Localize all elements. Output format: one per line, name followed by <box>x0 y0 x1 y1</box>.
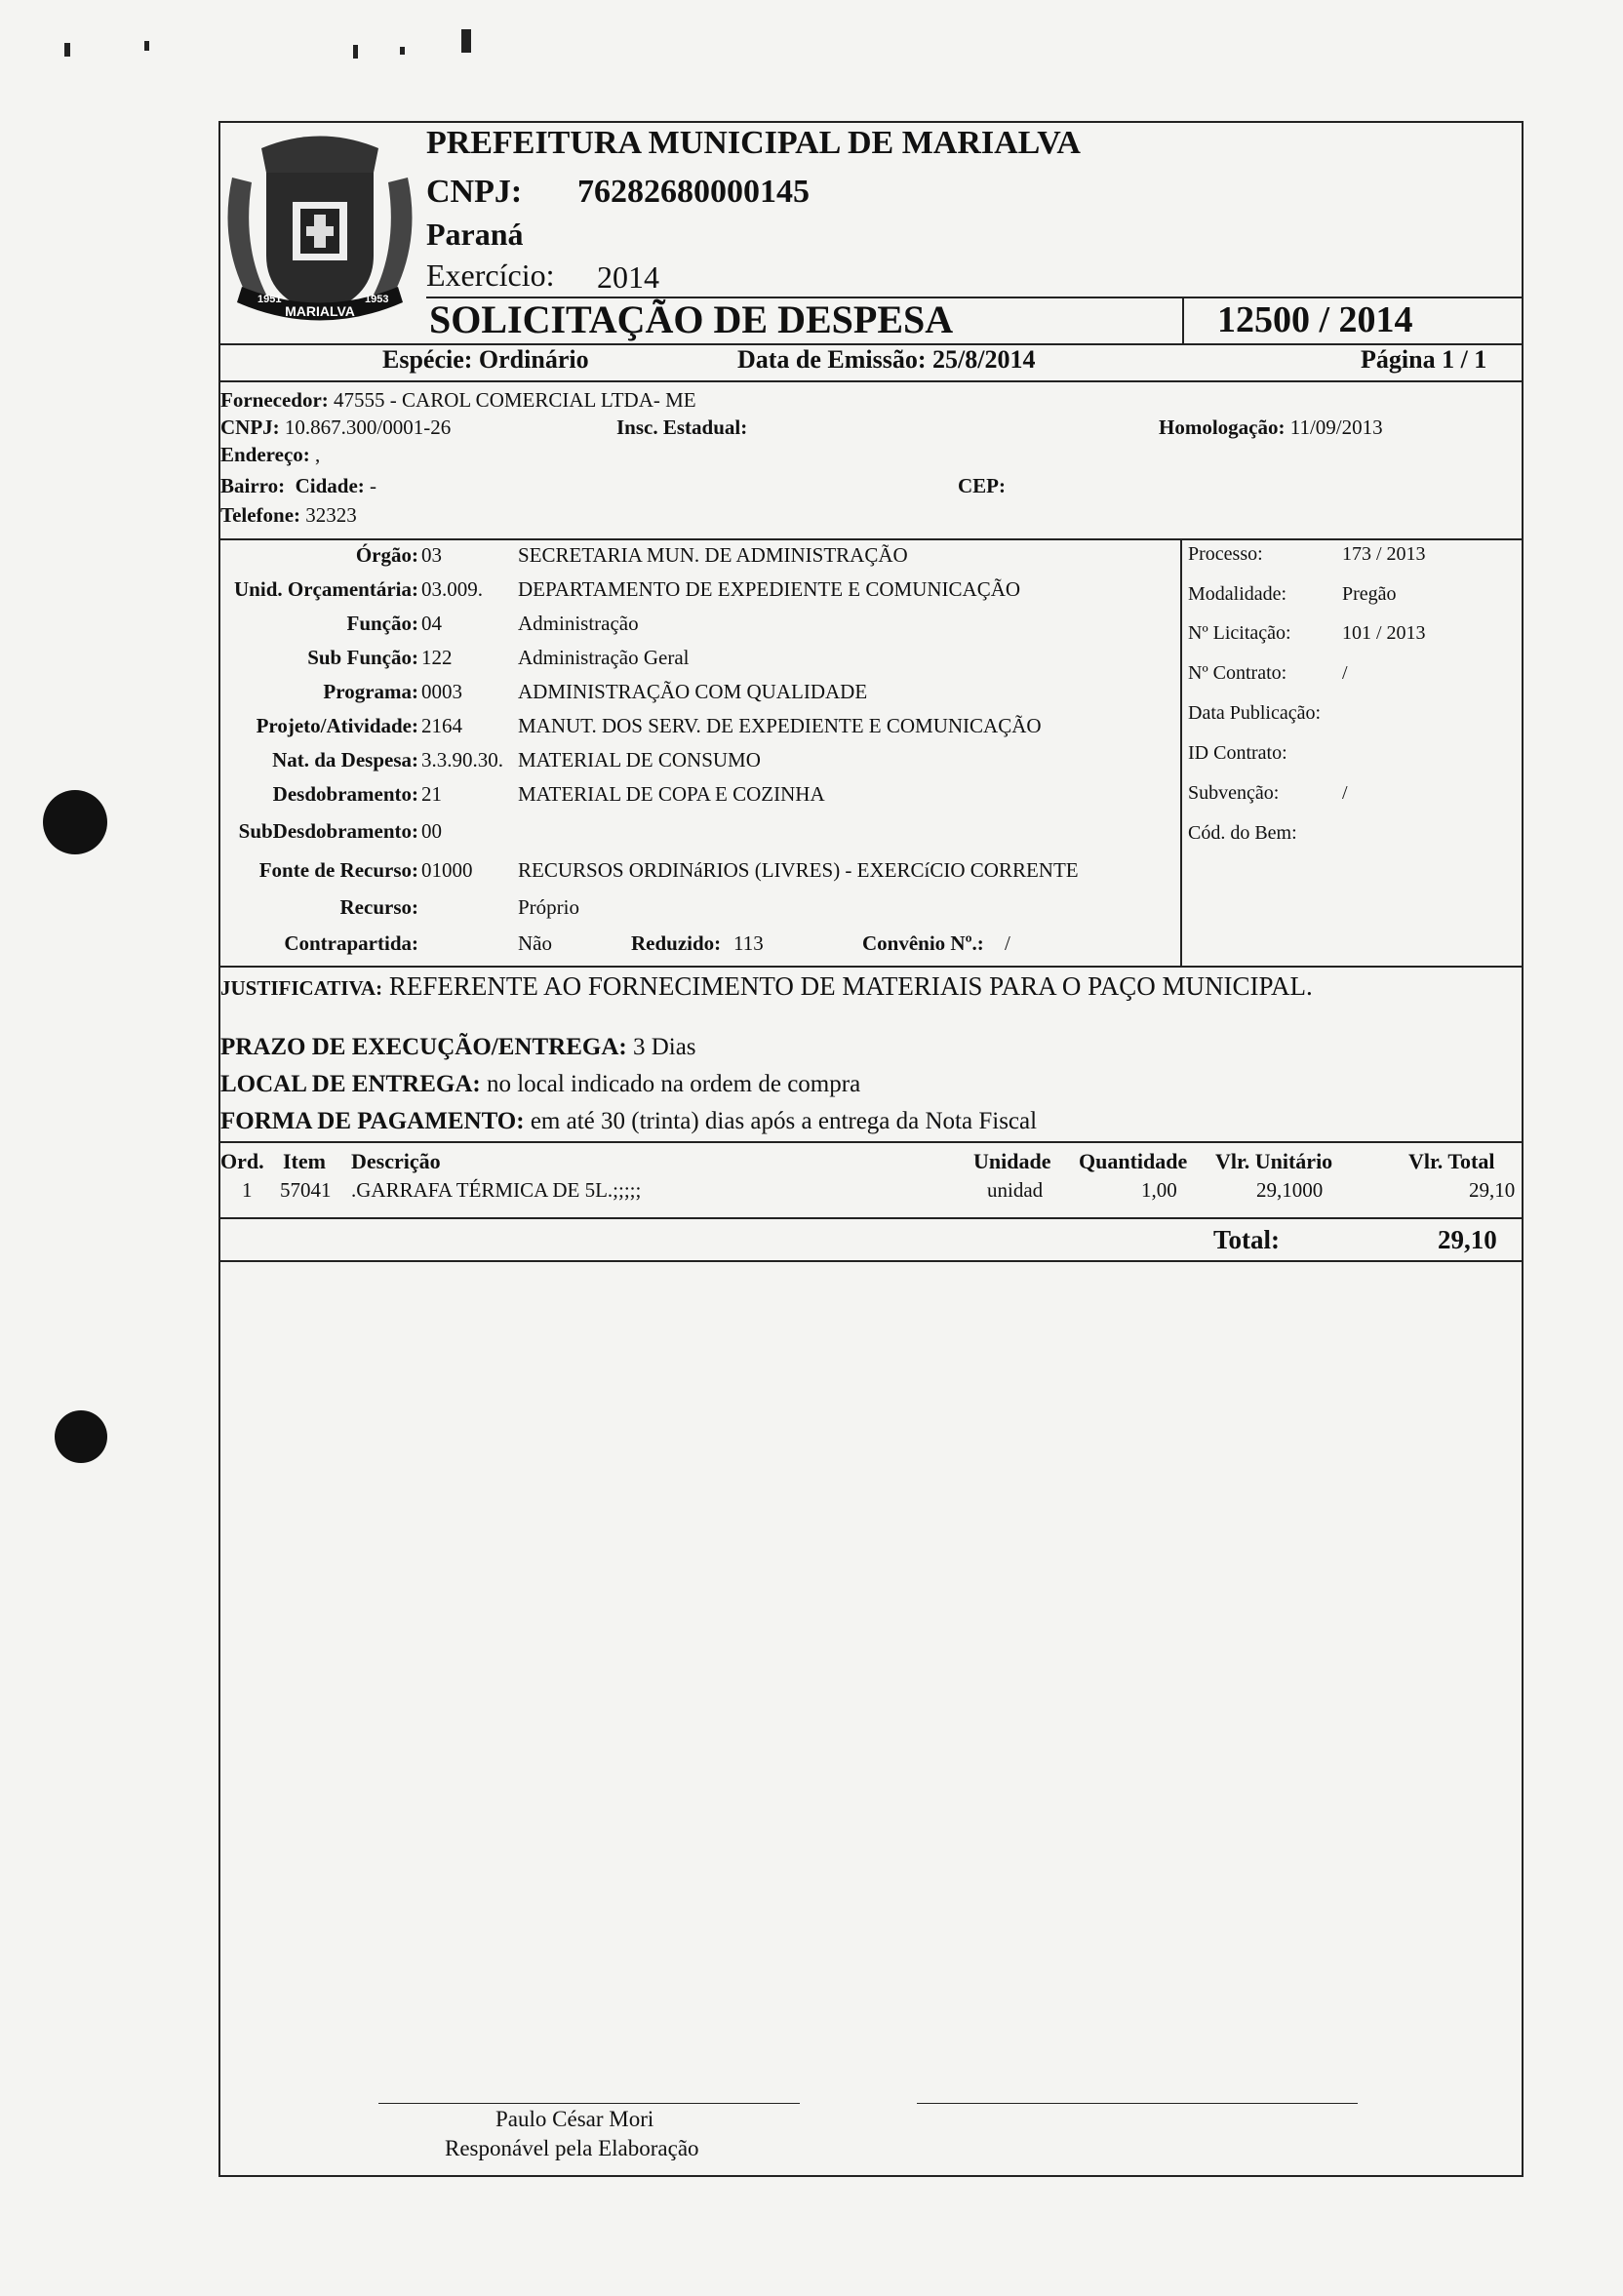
contract-label: Data Publicação: <box>1188 702 1322 724</box>
phone-label: Telefone: <box>220 503 301 527</box>
reduzido-value: 113 <box>733 931 764 955</box>
document-title: SOLICITAÇÃO DE DESPESA <box>429 297 954 341</box>
budget-label: Unid. Orçamentária: <box>234 577 418 601</box>
address-value: , <box>315 443 321 466</box>
contract-value: / <box>1342 662 1348 684</box>
delivery-location-value: no local indicado na ordem de compra <box>486 1071 861 1097</box>
budget-code: 122 <box>421 646 453 669</box>
exercise-label: Exercício: <box>426 257 555 293</box>
budget-label: Sub Função: <box>307 646 418 669</box>
municipality-name: PREFEITURA MUNICIPAL DE MARIALVA <box>426 125 1081 161</box>
budget-description: MATERIAL DE COPA E COZINHA <box>518 782 825 806</box>
payment-label: FORMA DE PAGAMENTO: <box>220 1108 525 1134</box>
signature-line <box>378 2103 800 2104</box>
budget-description: DEPARTAMENTO DE EXPEDIENTE E COMUNICAÇÃO <box>518 577 1021 601</box>
budget-description: ADMINISTRAÇÃO COM QUALIDADE <box>518 680 868 703</box>
budget-code: 01000 <box>421 858 473 882</box>
state-name: Paraná <box>426 217 524 252</box>
seal-text: MARIALVA <box>285 303 355 319</box>
issue-date: Data de Emissão: 25/8/2014 <box>737 345 1036 374</box>
col-ord: Ord. <box>220 1149 264 1173</box>
budget-description: MANUT. DOS SERV. DE EXPEDIENTE E COMUNICAÇÃO <box>518 714 1042 737</box>
contract-label: Nº Contrato: <box>1188 662 1287 684</box>
contract-label: Processo: <box>1188 543 1263 565</box>
budget-code: 3.3.90.30. <box>421 748 503 772</box>
budget-code: 03.009. <box>421 577 483 601</box>
row-total: 29,10 <box>1469 1178 1516 1202</box>
budget-description: Administração <box>518 612 639 635</box>
budget-code: 2164 <box>421 714 462 737</box>
deadline-label: PRAZO DE EXECUÇÃO/ENTREGA: <box>220 1034 627 1060</box>
budget-code: 0003 <box>421 680 462 703</box>
bairro-label: Bairro: <box>220 474 286 497</box>
document-number: 12500 / 2014 <box>1217 299 1413 340</box>
budget-label: Órgão: <box>355 543 418 567</box>
supplier-cnpj-value: 10.867.300/0001-26 <box>284 416 452 439</box>
reduzido-label: Reduzido: <box>631 931 722 955</box>
svg-text:1951: 1951 <box>257 294 282 305</box>
supplier-label: Fornecedor: <box>220 388 329 412</box>
signature-line <box>917 2103 1358 2104</box>
header-cnpj-label: CNPJ: <box>426 174 523 210</box>
insc-estadual-label: Insc. Estadual: <box>616 416 748 439</box>
header-cnpj-value: 76282680000145 <box>577 174 810 210</box>
contract-value: 173 / 2013 <box>1342 543 1426 565</box>
budget-code: 04 <box>421 612 442 635</box>
budget-description: Administração Geral <box>518 646 690 669</box>
budget-code: 03 <box>421 543 442 567</box>
budget-label: Desdobramento: <box>272 782 418 806</box>
budget-label: Contrapartida: <box>284 931 418 955</box>
species: Espécie: Ordinário <box>382 345 589 374</box>
signer-role: Responável pela Elaboração <box>445 2136 699 2160</box>
total-value: 29,10 <box>1438 1225 1497 1254</box>
contract-label: ID Contrato: <box>1188 742 1287 764</box>
row-unit: unidad <box>987 1178 1044 1202</box>
budget-label: SubDesdobramento: <box>238 819 418 843</box>
budget-code: 00 <box>421 819 442 843</box>
col-unit: Unidade <box>973 1149 1051 1173</box>
contract-value: Pregão <box>1342 583 1397 605</box>
address-label: Endereço: <box>220 443 310 466</box>
col-unit-price: Vlr. Unitário <box>1215 1149 1333 1173</box>
page-indicator: Página 1 / 1 <box>1361 345 1487 374</box>
supplier-value: 47555 - CAROL COMERCIAL LTDA- ME <box>334 388 696 412</box>
contract-label: Nº Licitação: <box>1188 622 1291 644</box>
col-quantity: Quantidade <box>1079 1149 1188 1173</box>
budget-label: Programa: <box>323 680 418 703</box>
col-description: Descrição <box>351 1149 441 1173</box>
budget-description: Próprio <box>518 895 579 919</box>
cidade-value: - <box>370 474 377 497</box>
cep-label: CEP: <box>958 474 1006 497</box>
row-item: 57041 <box>280 1178 332 1202</box>
budget-label: Função: <box>346 612 418 635</box>
budget-description: RECURSOS ORDINáRIOS (LIVRES) - EXERCíCIO CORRENTE <box>518 858 1079 882</box>
justification-value: REFERENTE AO FORNECIMENTO DE MATERIAIS PARA O PAÇO MUNICIPAL. <box>388 971 1313 1001</box>
budget-label: Fonte de Recurso: <box>258 858 418 882</box>
budget-code: 21 <box>421 782 442 806</box>
signer-name: Paulo César Mori <box>495 2107 654 2131</box>
convenio-value: / <box>1005 931 1010 955</box>
budget-description: SECRETARIA MUN. DE ADMINISTRAÇÃO <box>518 543 908 567</box>
contract-label: Cód. do Bem: <box>1188 822 1297 844</box>
contract-label: Subvenção: <box>1188 782 1280 804</box>
municipal-seal <box>222 129 417 334</box>
contract-label: Modalidade: <box>1188 583 1287 605</box>
row-quantity: 1,00 <box>1141 1178 1177 1202</box>
punch-hole <box>43 790 107 854</box>
contract-value: / <box>1342 782 1348 804</box>
budget-label: Recurso: <box>339 895 418 919</box>
row-description: .GARRAFA TÉRMICA DE 5L.;;;;; <box>351 1178 642 1202</box>
phone-value: 32323 <box>305 503 357 527</box>
budget-description: MATERIAL DE CONSUMO <box>518 748 761 772</box>
delivery-location-label: LOCAL DE ENTREGA: <box>220 1071 481 1097</box>
convenio-label: Convênio Nº.: <box>862 931 984 955</box>
row-unit-price: 29,1000 <box>1256 1178 1324 1202</box>
supplier-cnpj-label: CNPJ: <box>220 416 280 439</box>
cidade-label: Cidade: <box>295 474 365 497</box>
exercise-value: 2014 <box>597 259 659 295</box>
justification-label: JUSTIFICATIVA: <box>220 976 383 1000</box>
payment-value: em até 30 (trinta) dias após a entrega da Nota Fiscal <box>530 1108 1038 1134</box>
total-label: Total: <box>1213 1225 1281 1254</box>
row-ord: 1 <box>242 1178 253 1202</box>
deadline-value: 3 Dias <box>632 1034 696 1060</box>
homologation-value: 11/09/2013 <box>1289 416 1383 439</box>
budget-label: Projeto/Atividade: <box>256 714 418 737</box>
col-total: Vlr. Total <box>1408 1149 1495 1173</box>
homologation-label: Homologação: <box>1159 416 1286 439</box>
punch-hole <box>55 1410 107 1463</box>
budget-description: Não <box>518 931 552 955</box>
col-item: Item <box>283 1149 326 1173</box>
svg-text:1953: 1953 <box>365 294 389 305</box>
budget-label: Nat. da Despesa: <box>272 748 418 772</box>
contract-value: 101 / 2013 <box>1342 622 1426 644</box>
